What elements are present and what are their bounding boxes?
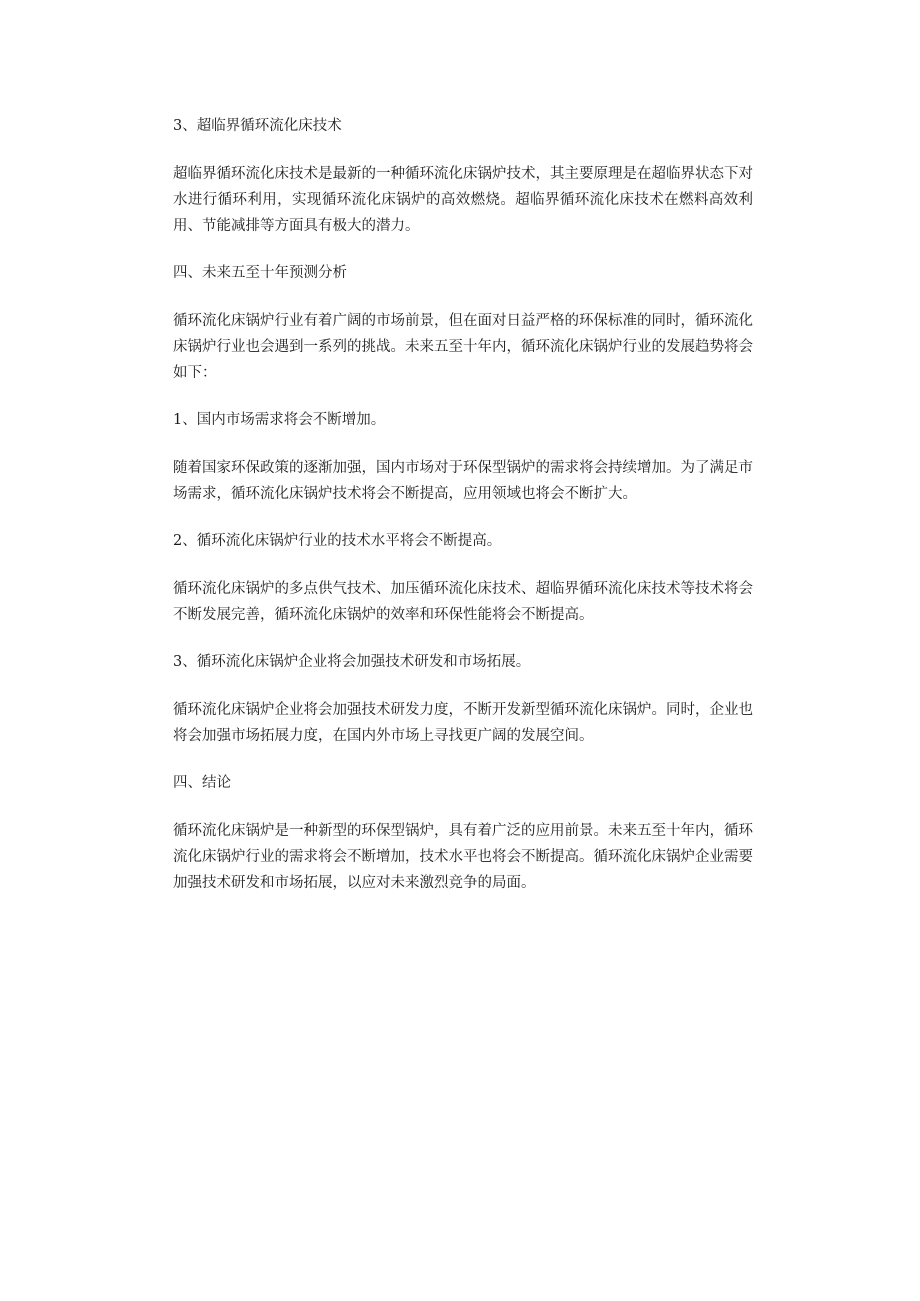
section-heading-rd-market: 3、循环流化床锅炉企业将会加强技术研发和市场拓展。 bbox=[173, 654, 531, 670]
paragraph-rd-market: 循环流化床锅炉企业将会加强技术研发力度，不断开发新型循环流化床锅炉。同时，企业也将会加强市场拓展力度，在国内外市场上寻找更广阔的发展空间。 bbox=[173, 702, 753, 744]
section-heading-supercritical-cfb: 3、超临界循环流化床技术 bbox=[173, 118, 342, 134]
paragraph-supercritical-cfb: 超临界循环流化床技术是最新的一种循环流化床锅炉技术，其主要原理是在超临界状态下对水进行循环利用，实现循环流化床锅炉的高效燃烧。超临界循环流化床技术在燃料高效利用、节能减排等方面具有极大的潜力。 bbox=[173, 166, 753, 234]
paragraph-conclusion: 循环流化床锅炉是一种新型的环保型锅炉，具有着广泛的应用前景。未来五至十年内，循环流化床锅炉行业的需求将会不断增加，技术水平也将会不断提高。循环流化床锅炉企业需要加强技术研发和市场拓展，以应对未来激烈竞争的局面。 bbox=[173, 823, 753, 891]
section-heading-tech-level: 2、循环流化床锅炉行业的技术水平将会不断提高。 bbox=[173, 533, 502, 549]
paragraph-tech-level: 循环流化床锅炉的多点供气技术、加压循环流化床技术、超临界循环流化床技术等技术将会不断发展完善，循环流化床锅炉的效率和环保性能将会不断提高。 bbox=[173, 581, 753, 623]
section-heading-domestic-demand: 1、国内市场需求将会不断增加。 bbox=[173, 412, 386, 428]
section-heading-forecast: 四、未来五至十年预测分析 bbox=[173, 265, 347, 281]
section-heading-conclusion: 四、结论 bbox=[173, 775, 231, 791]
paragraph-forecast-intro: 循环流化床锅炉行业有着广阔的市场前景，但在面对日益严格的环保标准的同时，循环流化床锅炉行业也会遇到一系列的挑战。未来五至十年内，循环流化床锅炉行业的发展趋势将会如下： bbox=[173, 313, 753, 381]
document-page bbox=[173, 113, 753, 917]
paragraph-domestic-demand: 随着国家环保政策的逐渐加强，国内市场对于环保型锅炉的需求将会持续增加。为了满足市场需求，循环流化床锅炉技术将会不断提高，应用领域也将会不断扩大。 bbox=[173, 460, 753, 502]
